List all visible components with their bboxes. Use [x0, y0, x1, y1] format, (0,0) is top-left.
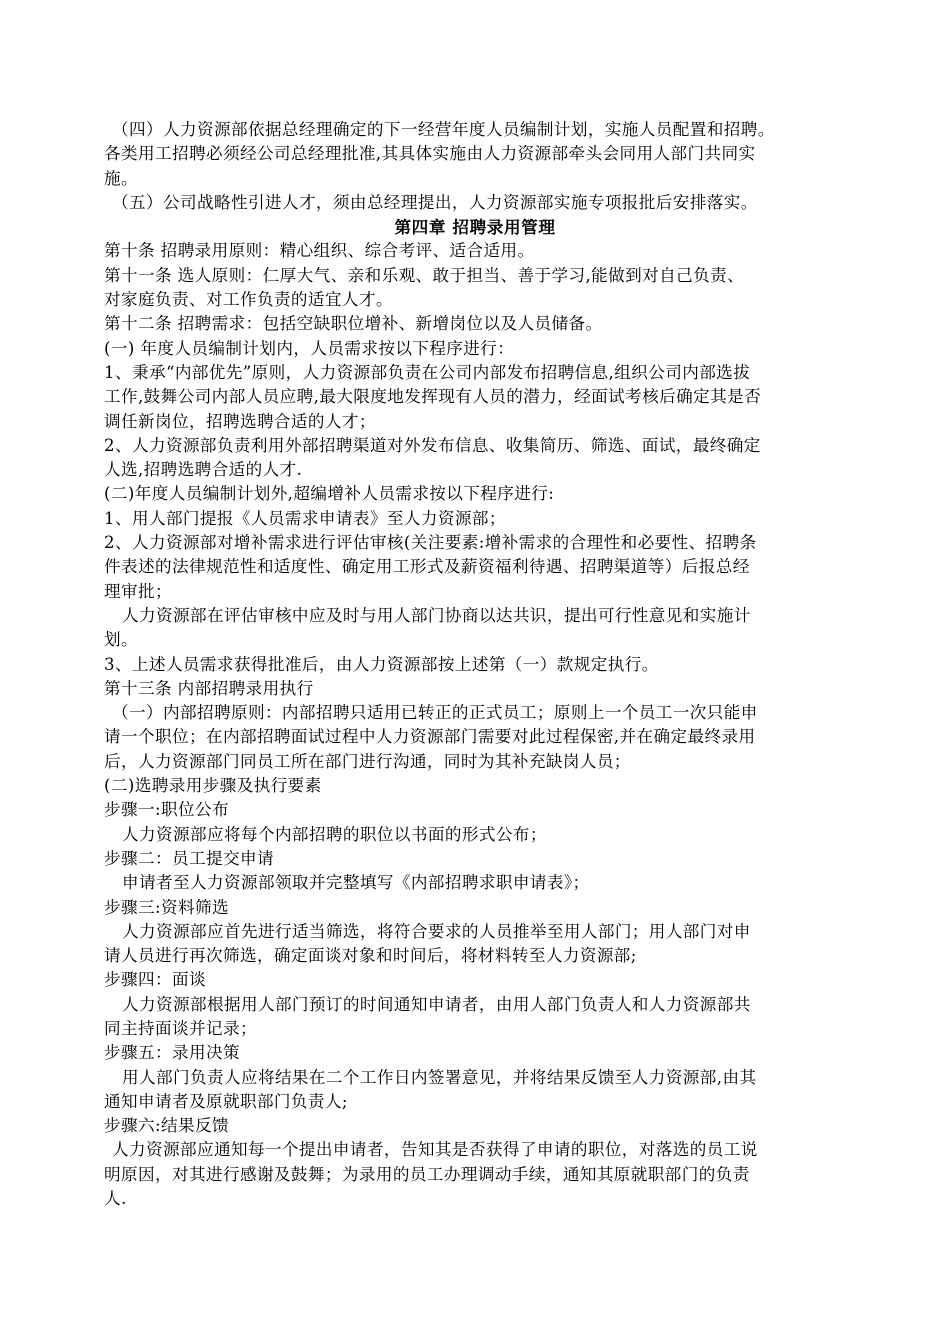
text-line: 人. [104, 1189, 127, 1209]
text-line: 人力资源部在评估审核中应及时与用人部门协商以达共识，提出可行性意见和实施计 [122, 605, 751, 625]
text-line: 用人部门负责人应将结果在二个工作日内签署意见，并将结果反馈至人力资源部,由其 [122, 1067, 757, 1087]
text-line: 对家庭负责、对工作负责的适宜人才。 [104, 290, 393, 310]
text-line: 请一个职位；在内部招聘面试过程中人力资源部门需要对此过程保密,并在确定最终录用 [104, 727, 756, 747]
text-line: （一）内部招聘原则：内部招聘只适用已转正的正式员工；原则上一个员工一次只能申 [112, 703, 758, 723]
text-line: 3、上述人员需求获得批准后，由人力资源部按上述第（一）款规定执行。 [104, 654, 659, 674]
text-line: 第十二条 招聘需求：包括空缺职位增补、新增岗位以及人员储备。 [104, 314, 603, 334]
text-line: 件表述的法律规范性和适度性、确定用工形式及薪资福利待遇、招聘渠道等）后报总经 [104, 557, 750, 577]
text-line: 步骤六:结果反馈 [104, 1116, 229, 1136]
text-line: 请人员进行再次筛选，确定面谈对象和时间后，将材料转至人力资源部; [104, 946, 637, 966]
text-line: 人力资源部应首先进行适当筛选，将符合要求的人员推举至用人部门；用人部门对申 [122, 921, 751, 941]
text-line: 理审批； [104, 581, 172, 601]
text-line: 第十条 招聘录用原则：精心组织、综合考评、适合适用。 [104, 241, 535, 261]
text-line: 明原因，对其进行感谢及鼓舞；为录用的员工办理调动手续，通知其原就职部门的负责 [104, 1164, 750, 1184]
text-line: (一) 年度人员编制计划内，人员需求按以下程序进行： [104, 338, 515, 358]
text-line: 人选,招聘选聘合适的人才. [104, 460, 303, 480]
text-line: 2、人力资源部负责利用外部招聘渠道对外发布信息、收集简历、筛选、面试，最终确定 [104, 435, 761, 455]
text-line: （五）公司战略性引进人才，须由总经理提出，人力资源部实施专项报批后安排落实。 [112, 192, 758, 212]
text-line: 工作,鼓舞公司内部人员应聘,最大限度地发挥现有人员的潜力，经面试考核后确定其是否 [104, 387, 762, 407]
text-line: 调任新岗位，招聘选聘合适的人才； [104, 411, 376, 431]
text-line: (二)年度人员编制计划外,超编增补人员需求按以下程序进行: [104, 484, 555, 504]
text-line: (二)选聘录用步骤及执行要素 [104, 776, 322, 796]
text-line: 后，人力资源部门同员工所在部门进行沟通，同时为其补充缺岗人员； [104, 751, 631, 771]
text-line: 人力资源部应将每个内部招聘的职位以书面的形式公布； [122, 824, 547, 844]
text-line: 2、人力资源部对增补需求进行评估审核(关注要素:增补需求的合理性和必要性、招聘条 [104, 533, 757, 553]
text-line: 步骤四：面谈 [104, 970, 206, 990]
text-line: 步骤五：录用决策 [104, 1043, 240, 1063]
text-line: 各类用工招聘必须经公司总经理批准,其具体实施由人力资源部牵头会同用人部门共同实 [104, 144, 756, 164]
text-line: 步骤三:资料筛选 [104, 897, 229, 917]
chapter-heading: 第四章 招聘录用管理 [394, 217, 556, 238]
text-line: 步骤一:职位公布 [104, 800, 229, 820]
text-line: 同主持面谈并记录； [104, 1018, 257, 1038]
text-line: 1、秉承“内部优先”原则，人力资源部负责在公司内部发布招聘信息,组织公司内部选拔 [104, 362, 751, 382]
text-line: 划。 [104, 630, 138, 650]
text-line: 1、用人部门提报《人员需求申请表》至人力资源部； [104, 508, 506, 528]
text-line: 通知申请者及原就职部门负责人; [104, 1091, 348, 1111]
text-line: 步骤二：员工提交申请 [104, 848, 274, 868]
text-line: 人力资源部根据用人部门预订的时间通知申请者，由用人部门负责人和人力资源部共 [122, 994, 751, 1014]
text-line: （四）人力资源部依据总经理确定的下一经营年度人员编制计划，实施人员配置和招聘。 [112, 120, 775, 139]
document-page [104, 118, 846, 1211]
text-line: 施。 [104, 168, 138, 188]
text-line: 人力资源部应通知每一个提出申请者，告知其是否获得了申请的职位，对落选的员工说 [112, 1140, 758, 1160]
text-line: 第十一条 选人原则：仁厚大气、亲和乐观、敢于担当、善于学习,能做到对自己负责、 [104, 265, 745, 285]
text-line: 申请者至人力资源部领取并完整填写《内部招聘求职申请表》； [122, 873, 590, 893]
text-line: 第十三条 内部招聘录用执行 [104, 678, 314, 698]
